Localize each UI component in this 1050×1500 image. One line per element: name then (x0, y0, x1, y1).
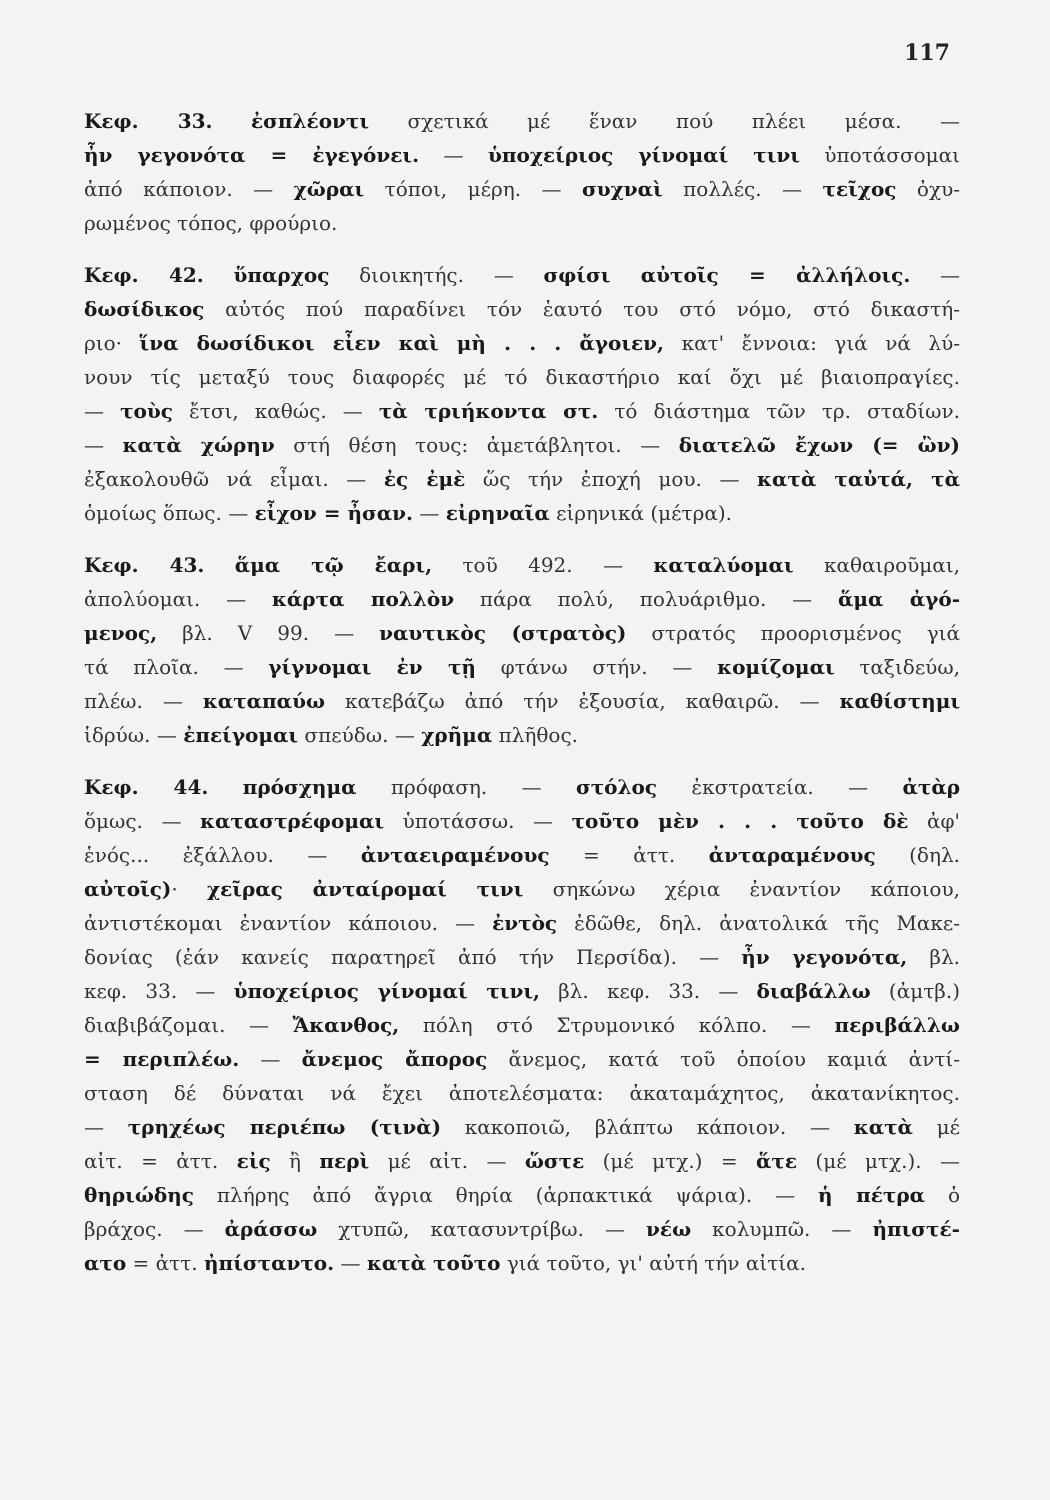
gloss-text: — (84, 433, 123, 457)
gloss-text: πλήρης ἀπό ἄγρια θηρία (ἁρπακτικά ψάρια). — (193, 1183, 819, 1207)
gloss-text: ὑποτάσσω. — (384, 809, 572, 833)
gloss-text: μέ (912, 1115, 960, 1139)
text-line (84, 258, 960, 292)
gloss-text: τά πλοῖα. — (84, 655, 269, 679)
lemma-term: καταπαύω (202, 689, 325, 713)
lemma-term: ἅμα ἀγό- (837, 587, 960, 611)
lemma-term: ὕπαρχος (233, 263, 330, 287)
gloss-text: ὑποτάσσομαι (799, 143, 960, 167)
glossary-text (84, 104, 960, 1280)
gloss-text: — (412, 501, 446, 525)
gloss-text (212, 109, 250, 133)
text-line (84, 104, 960, 138)
gloss-text: — (419, 143, 488, 167)
text-line (84, 1212, 960, 1246)
gloss-text: πλέω. — (84, 689, 203, 713)
lemma-term: Κεφ. 43. (84, 553, 205, 577)
lemma-term: Κεφ. 42. (84, 263, 204, 287)
gloss-text: γιά τοῦτο, γι' αὐτή τήν αἰτία. (500, 1251, 806, 1275)
gloss-text: διοικητής. — (329, 263, 544, 287)
gloss-text: κατεβάζω ἀπό τήν ἐξουσία, καθαιρῶ. — (325, 689, 840, 713)
lemma-term: καθίστημι (839, 689, 960, 713)
page-number: 117 (904, 40, 950, 66)
lemma-term: κατὰ χώρην (122, 433, 275, 457)
gloss-text: πρόφαση. — (356, 775, 576, 799)
text-line (84, 1008, 960, 1042)
text-line (84, 582, 960, 616)
lemma-term: τοὺς (120, 399, 173, 423)
lemma-term: γίγνομαι ἐν τῇ (268, 655, 476, 679)
lemma-term: πρόσχημα (242, 775, 357, 799)
text-line (84, 1178, 960, 1212)
lemma-term: ἀράσσω (224, 1217, 318, 1241)
gloss-text (204, 553, 234, 577)
gloss-text: πάρα πολύ, πολυάριθμο. — (454, 587, 838, 611)
lemma-term: τοῦτο μὲν . . . τοῦτο δὲ (571, 809, 909, 833)
chapter-paragraph (84, 548, 960, 752)
text-line (84, 684, 960, 718)
lemma-term: συχναὶ (581, 177, 663, 201)
gloss-text: ὥς τήν ἐποχή μου. — (465, 467, 758, 491)
lemma-term: διατελῶ ἔχων (= ὢν) (678, 433, 960, 457)
lemma-term: χεῖρας ἀνταίρομαί τινι (206, 877, 524, 901)
lemma-term: κομίζομαι (717, 655, 835, 679)
gloss-text: ἐκστρατεία. — (657, 775, 903, 799)
gloss-text: κολυμπῶ. — (691, 1217, 873, 1241)
lemma-term: καταλύομαι (653, 553, 794, 577)
gloss-text: ριο· (84, 331, 140, 355)
gloss-text: ρωμένος τόπος, φρούριο. (84, 211, 338, 235)
gloss-text: ἐξακολουθῶ νά εἶμαι. — (84, 467, 384, 491)
gloss-text: — (910, 263, 960, 287)
lemma-term: ὑποχείριος γίνομαί τινι (487, 143, 800, 167)
lemma-term: χῶραι (293, 177, 365, 201)
chapter-paragraph (84, 770, 960, 1280)
gloss-text: αἰτ. = ἀττ. (84, 1149, 237, 1173)
gloss-text: ἢ (270, 1149, 320, 1173)
gloss-text: μέ αἰτ. — (369, 1149, 525, 1173)
gloss-text: ὁμοίως ὅπως. — (84, 501, 255, 525)
gloss-text: ἔτσι, καθώς. — (172, 399, 379, 423)
gloss-text: — (84, 1115, 128, 1139)
lemma-term: ἅτε (756, 1149, 798, 1173)
text-line (84, 428, 960, 462)
gloss-text: εἰρηνικά (μέτρα). (549, 501, 733, 525)
gloss-text (208, 775, 242, 799)
gloss-text: ταξιδεύω, (834, 655, 960, 679)
text-line (84, 804, 960, 838)
lemma-term: ἠπίσταντο. (204, 1251, 335, 1275)
text-line (84, 616, 960, 650)
lemma-term: εἰς (236, 1149, 271, 1173)
gloss-text: ὀχυ- (896, 177, 960, 201)
text-line (84, 1042, 960, 1076)
lemma-term: Κεφ. 33. (84, 109, 213, 133)
text-line (84, 940, 960, 974)
gloss-text: — (84, 399, 121, 423)
gloss-text: — (334, 1251, 367, 1275)
text-line (84, 718, 960, 752)
text-line (84, 292, 960, 326)
lemma-term: δωσίδικος (84, 297, 205, 321)
gloss-text: ἐδῶθε, δηλ. ἀνατολικά τῆς Μακε- (557, 911, 960, 935)
text-line (84, 770, 960, 804)
lemma-term: τρηχέως περιέπω (τινὰ) (127, 1115, 442, 1139)
gloss-text: διαβιβάζομαι. — (84, 1013, 293, 1037)
text-line (84, 172, 960, 206)
gloss-text: σπεύδω. — (298, 723, 422, 747)
text-line (84, 394, 960, 428)
gloss-text: = ἀττ. (549, 843, 709, 867)
gloss-text: ἀπό κάποιον. — (84, 177, 294, 201)
gloss-text: βλ. (907, 945, 960, 969)
gloss-text: πολλές. — (662, 177, 823, 201)
lemma-term: θηριώδης (84, 1183, 194, 1207)
lemma-term: στόλος (575, 775, 658, 799)
lemma-term: ἄνεμος ἄπορος (301, 1047, 488, 1071)
gloss-text: πόλη στό Στρυμονικό κόλπο. — (399, 1013, 835, 1037)
lemma-term: ἐντὸς (492, 911, 558, 935)
gloss-text: κακοποιῶ, βλάπτω κάποιον. — (441, 1115, 854, 1139)
lemma-term: εἶχον = ἦσαν. (254, 501, 413, 525)
lemma-term: = περιπλέω. (84, 1047, 240, 1071)
lemma-term: κατὰ (853, 1115, 913, 1139)
gloss-text: τόποι, μέρη. — (364, 177, 582, 201)
lemma-term: ἅμα τῷ ἔαρι, (234, 553, 433, 577)
gloss-text (204, 263, 234, 287)
lemma-term: ἀνταειραμένους (360, 843, 550, 867)
gloss-text: σηκώνω χέρια ἐναντίον κάποιου, (523, 877, 960, 901)
lemma-term: ἐπείγομαι (183, 723, 299, 747)
lemma-term: τεῖχος (822, 177, 897, 201)
text-line (84, 1144, 960, 1178)
gloss-text: ὁ (925, 1183, 960, 1207)
lemma-term: ἦν γεγονότα, (741, 945, 908, 969)
gloss-text: βλ. κεφ. 33. — (539, 979, 757, 1003)
gloss-text: νουν τίς μεταξύ τους διαφορές μέ τό δικαστήριο καί ὄχι μέ βιαιοπραγίες. (84, 365, 960, 389)
lemma-term: περὶ (319, 1149, 370, 1173)
lemma-term: σφίσι αὐτοῖς = ἀλλήλοις. (543, 263, 911, 287)
lemma-term: ἐς ἐμὲ (383, 467, 466, 491)
lemma-term: ἡ πέτρα (818, 1183, 926, 1207)
gloss-text: ἀφ' (908, 809, 960, 833)
lemma-term: χρῆμα (421, 723, 493, 747)
text-line (84, 1076, 960, 1110)
gloss-text: στή θέση τους: ἀμετάβλητοι. — (274, 433, 679, 457)
lemma-term: περιβάλλω (834, 1013, 960, 1037)
lemma-term: ἀνταραμένους (708, 843, 876, 867)
gloss-text: κατ' ἔννοια: γιά νά λύ- (664, 331, 960, 355)
lemma-term: νέω (646, 1217, 692, 1241)
lemma-term: ἵνα δωσίδικοι εἶεν καὶ μὴ . . . ἄγοιεν, (139, 331, 665, 355)
text-line (84, 906, 960, 940)
text-line (84, 496, 960, 530)
lemma-term: Ἄκανθος, (292, 1013, 400, 1037)
lemma-term: διαβάλλω (756, 979, 871, 1003)
text-line (84, 548, 960, 582)
gloss-text: σταση δέ δύναται νά ἔχει ἀποτελέσματα: ἀκαταμάχητος, ἀκατανίκητος. (84, 1081, 960, 1105)
lemma-term: κάρτα πολλὸν (271, 587, 455, 611)
text-line (84, 650, 960, 684)
gloss-text: κεφ. 33. — (84, 979, 234, 1003)
gloss-text: στρατός προορισμένος γιά (626, 621, 960, 645)
lemma-term: ἐσπλέοντι (250, 109, 370, 133)
lemma-term: κατὰ τοῦτο (366, 1251, 501, 1275)
gloss-text: δονίας (ἐάν κανείς παρατηρεῖ ἀπό τήν Περσίδα). — (84, 945, 742, 969)
gloss-text: (ἀμτβ.) (870, 979, 960, 1003)
gloss-text: ὅμως. — (84, 809, 200, 833)
lemma-term: ατο (84, 1251, 127, 1275)
lemma-term: ἦν γεγονότα = ἐγεγόνει. (84, 143, 420, 167)
lemma-term: τὰ τριήκοντα στ. (378, 399, 599, 423)
gloss-text: ἱδρύω. — (84, 723, 184, 747)
lemma-term: Κεφ. 44. (84, 775, 209, 799)
gloss-text: (μέ μτχ.). — (797, 1149, 960, 1173)
lemma-term: αὐτοῖς) (84, 877, 172, 901)
text-line (84, 138, 960, 172)
gloss-text: ἄνεμος, κατά τοῦ ὁποίου καμιά ἀντί- (487, 1047, 960, 1071)
lemma-term: ἀτὰρ (902, 775, 960, 799)
gloss-text: (δηλ. (875, 843, 960, 867)
gloss-text: βράχος. — (84, 1217, 225, 1241)
text-line (84, 1110, 960, 1144)
chapter-paragraph (84, 104, 960, 240)
text-line (84, 462, 960, 496)
text-line (84, 326, 960, 360)
lemma-term: ναυτικὸς (στρατὸς) (379, 621, 627, 645)
gloss-text: · (171, 877, 207, 901)
lemma-term: κατὰ ταὐτά, τὰ (757, 467, 960, 491)
gloss-text: (μέ μτχ.) = (584, 1149, 756, 1173)
gloss-text: καθαιροῦμαι, (793, 553, 960, 577)
gloss-text: φτάνω στήν. — (475, 655, 718, 679)
gloss-text: = ἀττ. (126, 1251, 205, 1275)
text-line (84, 872, 960, 906)
gloss-text: ἀπολύομαι. — (84, 587, 272, 611)
lemma-term: ἠπιστέ- (872, 1217, 960, 1241)
gloss-text: πλῆθος. (492, 723, 579, 747)
gloss-text: αὐτός πού παραδίνει τόν ἑαυτό του στό νόμο, στό δικαστή- (204, 297, 960, 321)
text-line (84, 974, 960, 1008)
text-line (84, 360, 960, 394)
gloss-text: ἀντιστέκομαι ἐναντίον κάποιου. — (84, 911, 493, 935)
gloss-text: χτυπῶ, κατασυντρίβω. — (317, 1217, 647, 1241)
lemma-term: μενος, (84, 621, 158, 645)
gloss-text: τό διάστημα τῶν τρ. σταδίων. (598, 399, 960, 423)
gloss-text: σχετικά μέ ἕναν πού πλέει μέσα. — (369, 109, 960, 133)
text-line (84, 838, 960, 872)
chapter-paragraph (84, 258, 960, 530)
lemma-term: καταστρέφομαι (200, 809, 385, 833)
lemma-term: ὑποχείριος γίνομαί τινι, (233, 979, 540, 1003)
text-line (84, 1246, 960, 1280)
lemma-term: εἰρηναῖα (445, 501, 550, 525)
gloss-text: βλ. V 99. — (157, 621, 380, 645)
lemma-term: ὥστε (524, 1149, 585, 1173)
gloss-text: — (239, 1047, 302, 1071)
gloss-text: ἑνός... ἐξάλλου. — (84, 843, 361, 867)
text-line (84, 206, 960, 240)
gloss-text: τοῦ 492. — (432, 553, 654, 577)
